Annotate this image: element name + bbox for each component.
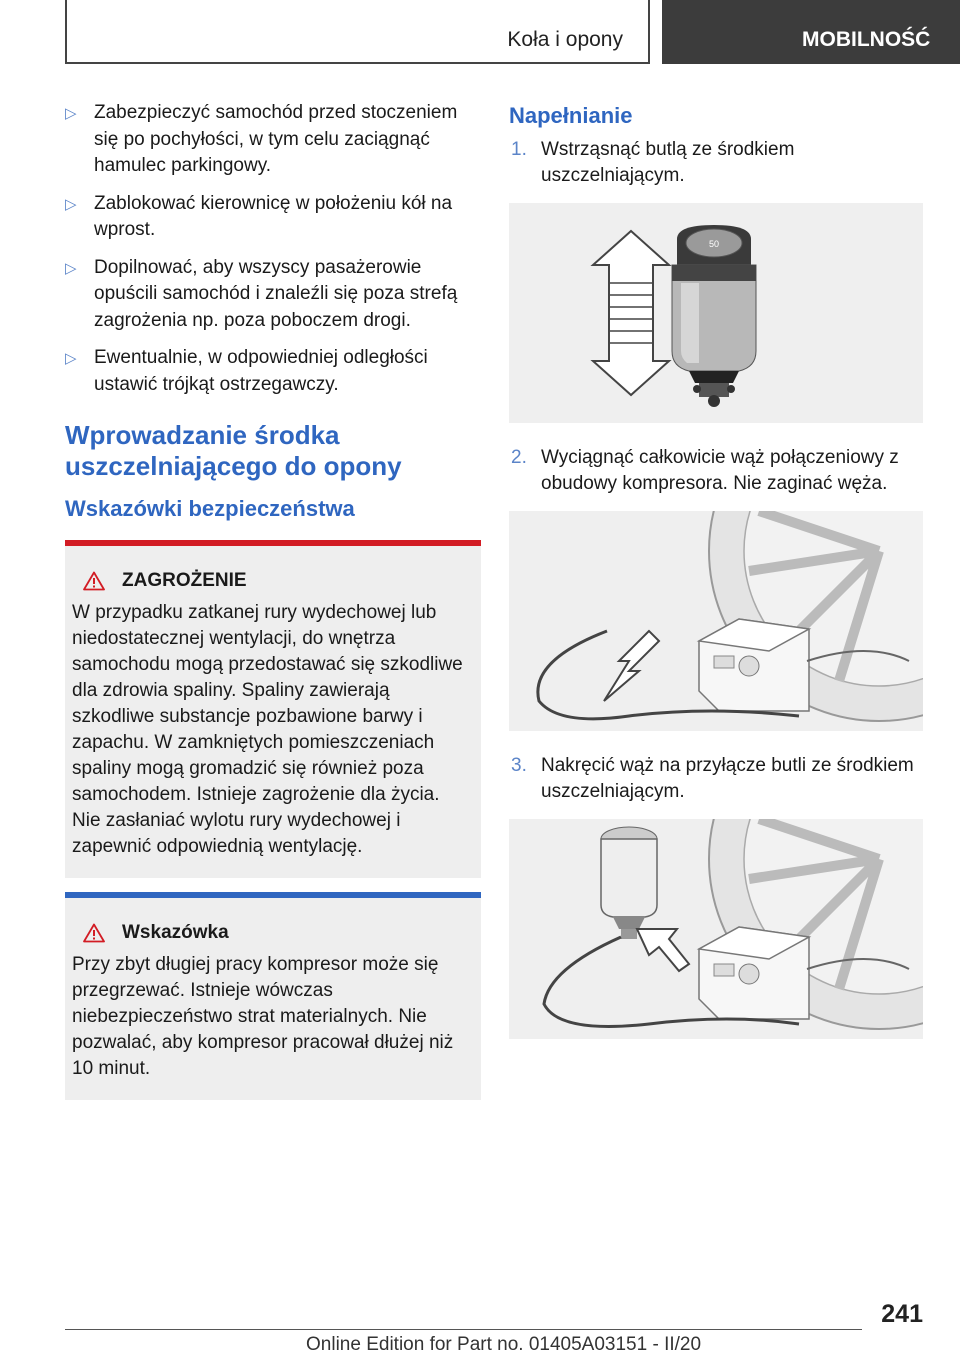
tip-notice bbox=[65, 892, 481, 1100]
step-number: 1. bbox=[511, 139, 527, 160]
left-column bbox=[65, 100, 481, 1100]
danger-notice bbox=[65, 540, 481, 878]
step-text: Wyciągnąć całkowicie wąż połączeniowy z obudowy kompresora. Nie zaginać węża. bbox=[541, 447, 899, 494]
bottle-label: 50 bbox=[708, 239, 720, 249]
page-number: 241 bbox=[881, 1300, 923, 1328]
subsection-heading: Wskazówki bezpieczeństwa bbox=[65, 496, 355, 521]
tip-title: Wskazówka bbox=[122, 922, 229, 943]
footer-divider bbox=[65, 1329, 862, 1330]
connect-hose-illustration bbox=[509, 819, 923, 1039]
precaution-list bbox=[65, 100, 481, 398]
step-text: Nakręcić wąż na przyłącze butli ze środkiem uszczelniającym. bbox=[541, 755, 914, 802]
list-item: ▷ Zabezpieczyć samochód przed stoczeniem się po pochyłości, w tym celu zaciągnąć hamulec parkingowy. bbox=[65, 102, 458, 176]
step-item bbox=[509, 137, 923, 189]
triangle-bullet-icon: ▷ bbox=[65, 195, 77, 213]
up-down-arrow-icon bbox=[593, 231, 669, 395]
header-chapter-title: MOBILNOŚĆ bbox=[802, 28, 931, 51]
sealant-bottle bbox=[601, 827, 657, 939]
step-item bbox=[509, 753, 923, 805]
header-section-title: Koła i opony bbox=[507, 28, 623, 51]
shake-bottle-illustration bbox=[509, 203, 923, 423]
danger-text: W przypadku zatkanej rury wydechowej lub niedostatecznej wentylacji, do wnętrza samochodu mogą przedostawać się szkodliwe dla zdrowia spaliny. Spaliny zawierają szkodliwe substancje pozbawione barwy i zapachu. W zamkniętych pomieszczeniach spaliny mogą gromadzić się również poza samochodem. Istnieje zagrożenie dla życia. Nie zasłaniać wylotu rury wydechowej i zapewnić odpowiednią wentylację. bbox=[72, 602, 463, 857]
list-item: ▷ Dopilnować, aby wszyscy pasażerowie opuścili samochód i znaleźli się poza strefą zagrożenia np. poza poboczem drogi. bbox=[65, 256, 458, 331]
danger-title: ZAGROŻENIE bbox=[122, 570, 247, 591]
sealant-bottle bbox=[672, 225, 756, 407]
footer-edition: Online Edition for Part no. 01405A03151 - II/20 bbox=[306, 1334, 702, 1355]
warning-triangle-icon bbox=[83, 571, 105, 591]
tip-text: Przy zbyt długiej pracy kompresor może się przegrzewać. Istnieje wówczas niebezpieczeństwo strat materialnych. Nie pozwalać, aby kompresor pracował dłużej niż 10 minut. bbox=[72, 954, 454, 1079]
down-arrow-icon bbox=[604, 631, 659, 701]
filling-heading: Napełnianie bbox=[509, 103, 633, 128]
header-chapter-tab bbox=[662, 0, 960, 64]
right-column bbox=[509, 100, 923, 1061]
list-item: ▷ Ewentualnie, w odpowiedniej odległości ustawić trójkąt ostrzegawczy. bbox=[65, 347, 428, 395]
pointer-arrow-icon bbox=[637, 929, 689, 971]
section-heading: Wprowadzanie środka uszczelniającego do opony bbox=[65, 420, 402, 481]
step-number: 2. bbox=[511, 447, 527, 468]
header-section-box bbox=[65, 0, 650, 64]
triangle-bullet-icon: ▷ bbox=[65, 105, 77, 122]
triangle-bullet-icon: ▷ bbox=[65, 259, 77, 277]
compressor bbox=[699, 619, 809, 711]
list-item: ▷ Zablokować kierownicę w położeniu kół na wprost. bbox=[65, 192, 453, 240]
compressor-hose-illustration bbox=[509, 511, 923, 731]
step-text: Wstrząsnąć butlą ze środkiem uszczelniającym. bbox=[541, 139, 795, 186]
step-number: 3. bbox=[511, 755, 527, 776]
compressor bbox=[699, 927, 809, 1019]
step-item bbox=[509, 445, 923, 497]
triangle-bullet-icon: ▷ bbox=[65, 350, 77, 367]
warning-triangle-icon bbox=[83, 923, 105, 943]
